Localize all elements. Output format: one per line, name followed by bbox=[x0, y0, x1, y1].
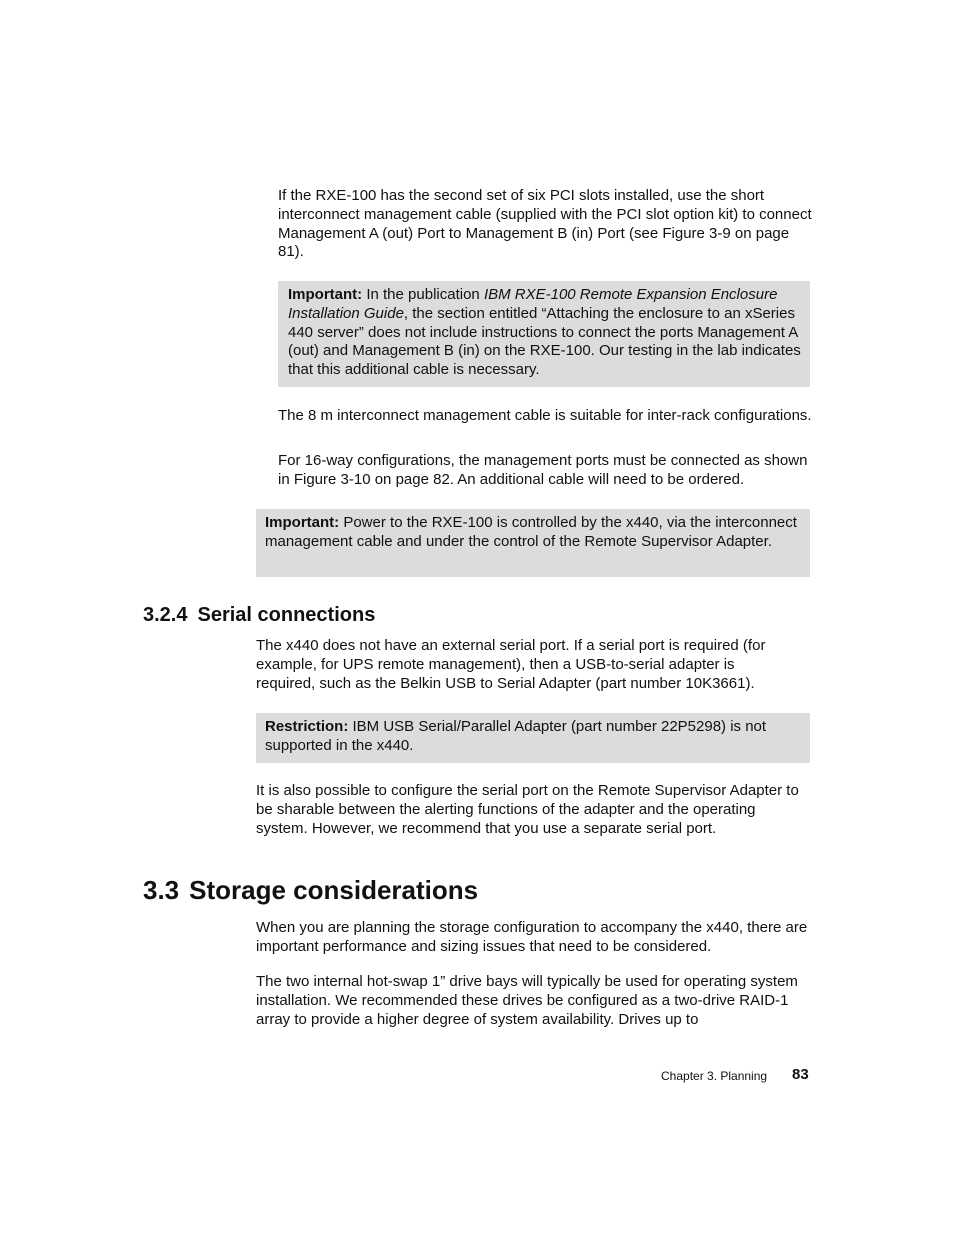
heading-title: Storage considerations bbox=[189, 875, 479, 905]
paragraph-sharable-serial: It is also possible to configure the serial port on the Remote Supervisor Adapter to be sharable between the alerting functions of the adapter and the operating system. However, we recommend that you use a separate serial port. bbox=[256, 782, 799, 837]
paragraph-drive-bays: The two internal hot-swap 1” drive bays will typically be used for operating system installation. We recommended these drives be configured as a two-drive RAID-1 array to provide a higher degree of system availability. Drives up to bbox=[256, 973, 798, 1028]
heading-number: 3.2.4 bbox=[143, 604, 188, 626]
important-note-installation-guide bbox=[278, 281, 810, 387]
note-text: IBM USB Serial/Parallel Adapter (part number 22P5298) is not supported in the x440. bbox=[265, 718, 767, 754]
note-body bbox=[265, 718, 801, 756]
note-label: Important: bbox=[265, 514, 340, 531]
note-text: , the section entitled “Attaching the enclosure to an xSeries 440 server” does not include instructions to connect the ports Management A (out) and Management B (in) on the RXE-100. Our testing in the lab indicates that this additional cable is necessary. bbox=[288, 304, 801, 379]
paragraph-storage-planning: When you are planning the storage configuration to accompany the x440, there are important performance and sizing issues that need to be considered. bbox=[256, 919, 808, 955]
note-body bbox=[288, 286, 801, 380]
note-label: Restriction: bbox=[265, 718, 349, 735]
restriction-note bbox=[256, 713, 810, 763]
note-body bbox=[265, 514, 801, 552]
important-note-power bbox=[256, 509, 810, 577]
paragraph-16-way: For 16-way configurations, the management ports must be connected as shown in Figure 3-10 on page 82. An additional cable will need to be ordered. bbox=[278, 452, 808, 488]
paragraph-serial-port: The x440 does not have an external serial port. If a serial port is required (for example, for UPS remote management), then a USB-to-serial adapter is required, such as the Belkin USB to Serial Adapter (part number 10K3661). bbox=[256, 637, 766, 692]
note-text: Power to the RXE-100 is controlled by the x440, via the interconnect management cable and under the control of the Remote Supervisor Adapter. bbox=[265, 514, 797, 550]
paragraph-8m-cable: The 8 m interconnect management cable is suitable for inter-rack configurations. bbox=[278, 407, 812, 424]
page-number: 83 bbox=[792, 1066, 809, 1083]
footer-chapter: Chapter 3. Planning bbox=[661, 1069, 768, 1083]
paragraph-rxe-pci-slots: If the RXE-100 has the second set of six PCI slots installed, use the short interconnect management cable (supplied with the PCI slot option kit) to connect Management A (out) Port to Management B (in) Port (see Figure 3-9 on page 81). bbox=[278, 187, 812, 261]
heading-storage-considerations bbox=[143, 875, 478, 905]
heading-serial-connections bbox=[143, 603, 375, 627]
heading-number: 3.3 bbox=[143, 875, 180, 905]
note-text: In the publication bbox=[362, 286, 484, 303]
publication-title: IBM RXE-100 Remote Expansion Enclosure Installation Guide bbox=[288, 286, 778, 322]
heading-title: Serial connections bbox=[197, 604, 376, 626]
note-label: Important: bbox=[288, 286, 363, 303]
